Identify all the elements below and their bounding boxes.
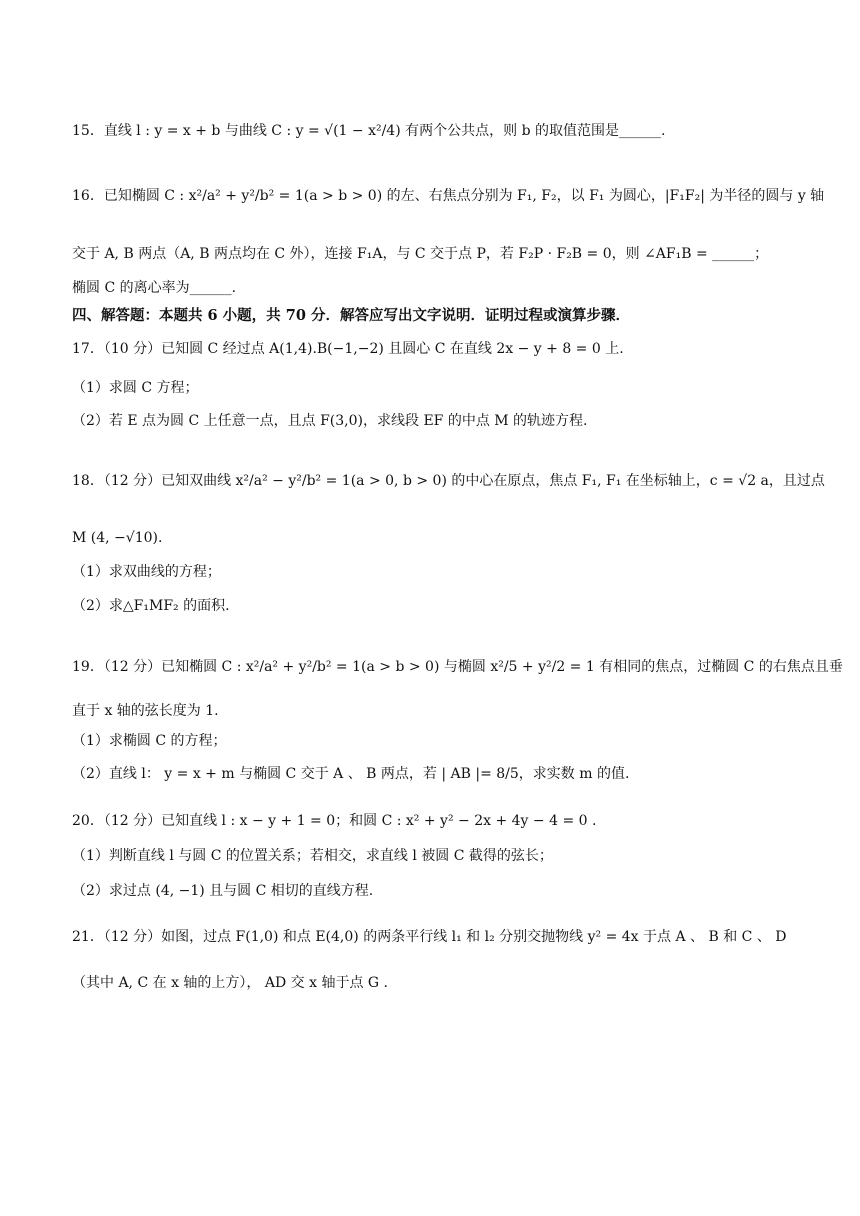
question-17-part-2: （2）若 E 点为圆 C 上任意一点，且点 F(3,0)，求线段 EF 的中点 M 的轨迹方程. — [72, 413, 588, 429]
question-16-line-3: 椭圆 C 的离心率为______. — [72, 280, 237, 296]
question-19-part-2: （2）直线 l： y = x + m 与椭圆 C 交于 A 、 B 两点，若 | AB |= 8/5，求实数 m 的值. — [72, 766, 630, 782]
question-21-line-2: （其中 A, C 在 x 轴的上方）， AD 交 x 轴于点 G . — [72, 975, 388, 991]
question-19-part-1: （1）求椭圆 C 的方程； — [72, 733, 227, 749]
question-19-line-1: 19．（12 分）已知椭圆 C : x²/a² + y²/b² = 1(a > b > 0) 与椭圆 x²/5 + y²/2 = 1 有相同的焦点，过椭圆 C 的右焦点且垂 — [72, 659, 843, 675]
question-19-line-2: 直于 x 轴的弦长度为 1. — [72, 703, 219, 719]
question-17-part-1: （1）求圆 C 方程； — [72, 380, 199, 396]
question-21-line-1: 21．（12 分）如图，过点 F(1,0) 和点 E(4,0) 的两条平行线 l₁ 和 l₂ 分别交抛物线 y² = 4x 于点 A 、 B 和 C 、 D — [72, 929, 787, 945]
question-18-line-2: M (4, −√10). — [72, 530, 163, 546]
question-18-part-1: （1）求双曲线的方程； — [72, 564, 221, 580]
question-20-part-1: （1）判断直线 l 与圆 C 的位置关系；若相交，求直线 l 被圆 C 截得的弦长； — [72, 848, 553, 864]
section-4-heading: 四、解答题：本题共 6 小题，共 70 分．解答应写出文字说明．证明过程或演算步骤． — [72, 307, 630, 324]
question-18-part-2: （2）求△F₁MF₂ 的面积. — [72, 598, 230, 614]
question-20-part-2: （2）求过点 (4, −1) 且与圆 C 相切的直线方程. — [72, 883, 374, 899]
question-18-line-1: 18．（12 分）已知双曲线 x²/a² − y²/b² = 1(a > 0, b > 0) 的中心在原点，焦点 F₁, F₁ 在坐标轴上，c = √2 a，且过点 — [72, 473, 825, 489]
question-15: 15．直线 l : y = x + b 与曲线 C : y = √(1 − x²/4) 有两个公共点，则 b 的取值范围是______. — [72, 123, 666, 139]
question-20: 20．（12 分）已知直线 l : x − y + 1 = 0；和圆 C : x² + y² − 2x + 4y − 4 = 0 . — [72, 813, 597, 829]
question-16-line-1: 16．已知椭圆 C : x²/a² + y²/b² = 1(a > b > 0) 的左、右焦点分别为 F₁, F₂，以 F₁ 为圆心，|F₁F₂| 为半径的圆与 y 轴 — [72, 188, 825, 204]
question-16-line-2: 交于 A, B 两点（A, B 两点均在 C 外），连接 F₁A，与 C 交于点 P，若 F₂P · F₂B = 0，则 ∠AF₁B = ______； — [72, 246, 769, 262]
question-17: 17．（10 分）已知圆 C 经过点 A(1,4).B(−1,−2) 且圆心 C 在直线 2x − y + 8 = 0 上. — [72, 341, 624, 357]
